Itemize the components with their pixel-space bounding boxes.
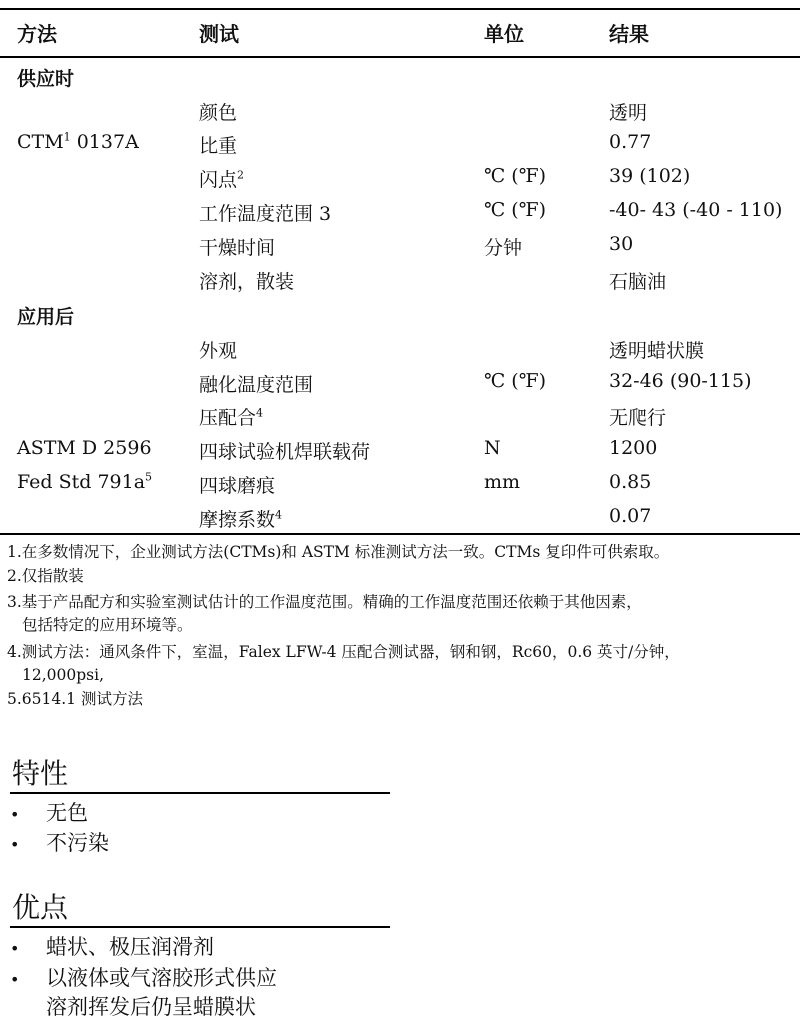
cell-method-text: ASTM D 2596 <box>17 437 152 459</box>
cell-test <box>199 131 237 158</box>
advantages-item <box>10 962 277 992</box>
cell-test-superscript: 4 <box>256 406 264 420</box>
cell-result <box>609 131 651 153</box>
cell-result-text: -40- 43 (-40 - 110) <box>609 199 783 221</box>
header-unit: 单位 <box>484 22 524 46</box>
cell-result-text: 30 <box>609 233 634 255</box>
bullet-icon: • <box>10 939 20 958</box>
cell-result-text: 0.07 <box>609 505 652 527</box>
cell-test <box>199 505 282 532</box>
cell-unit <box>484 233 522 260</box>
cell-result-text: 32-46 (90-115) <box>609 370 752 392</box>
cell-test <box>199 471 275 498</box>
cell-result <box>609 165 690 187</box>
cell-test <box>199 199 331 226</box>
properties-rule <box>10 792 390 794</box>
cell-result-text: 石脑油 <box>609 271 667 293</box>
cell-result-text: 39 (102) <box>609 165 691 187</box>
properties-item-label: 不污染 <box>46 831 109 855</box>
header-result: 结果 <box>609 22 649 46</box>
cell-result-text: 0.85 <box>609 471 652 493</box>
cell-result <box>609 403 666 430</box>
table-header-rule <box>0 56 800 58</box>
cell-test-text: 比重 <box>199 135 238 157</box>
cell-result <box>609 336 704 363</box>
cell-result <box>609 98 647 125</box>
cell-method-text: CTM <box>17 131 64 153</box>
cell-unit <box>484 370 546 392</box>
cell-result-text: 透明蜡状膜 <box>609 340 705 362</box>
footnote-1: 1.在多数情况下，企业测试方法(CTMs)和 ASTM 标准测试方法一致。CTMs 复印件可供索取。 <box>7 543 670 561</box>
advantages-item-label: 蜡状、极压润滑剂 <box>46 935 214 959</box>
cell-test-text: 溶剂，散装 <box>199 271 295 293</box>
cell-unit-text: ℃ (℉) <box>484 199 547 221</box>
cell-test-text: 四球磨痕 <box>199 475 276 497</box>
cell-test <box>199 98 237 125</box>
cell-test-text: 闪点 <box>199 169 238 191</box>
cell-method-text: Fed Std 791a <box>17 471 146 493</box>
bullet-icon: • <box>10 835 20 854</box>
cell-result <box>609 370 752 392</box>
advantages-item-continuation: 溶剂挥发后仍呈蜡膜状 <box>46 995 256 1019</box>
cell-result-text: 1200 <box>609 437 658 459</box>
table-bottom-rule <box>0 533 800 535</box>
advantages-rule <box>10 926 390 928</box>
cell-method-superscript: 5 <box>145 470 153 484</box>
cell-unit <box>484 199 546 221</box>
cell-unit-text: mm <box>484 471 521 493</box>
cell-test-text: 摩擦系数 <box>199 509 276 531</box>
cell-result <box>609 505 651 527</box>
cell-test-superscript: 2 <box>237 168 245 182</box>
footnote-5: 5.6514.1 测试方法 <box>7 690 143 708</box>
cell-unit <box>484 471 520 493</box>
footnote-3-cont: 包括特定的应用环境等。 <box>22 616 193 634</box>
cell-result <box>609 471 651 493</box>
cell-result-text: 0.77 <box>609 131 652 153</box>
cell-result <box>609 199 782 221</box>
cell-unit-text: ℃ (℉) <box>484 370 547 392</box>
cell-test-text: 外观 <box>199 340 238 362</box>
cell-test <box>199 267 294 294</box>
advantages-item <box>10 931 214 961</box>
cell-test-superscript: 4 <box>275 508 283 522</box>
properties-item <box>10 827 109 857</box>
footnote-2: 2.仅指散装 <box>7 567 84 585</box>
cell-unit-text: ℃ (℉) <box>484 165 547 187</box>
cell-unit <box>484 437 501 459</box>
cell-method-suffix: 0137A <box>70 131 139 153</box>
cell-test <box>199 233 275 260</box>
cell-result-text: 无爬行 <box>609 407 667 429</box>
cell-unit-text: 分钟 <box>484 237 523 259</box>
header-method: 方法 <box>17 22 57 46</box>
table-top-rule <box>0 8 800 10</box>
header-test: 测试 <box>199 22 239 46</box>
cell-method-superscript: 1 <box>63 130 71 144</box>
footnote-4-cont: 12,000psi, <box>22 666 104 684</box>
cell-result <box>609 267 666 294</box>
advantages-item-label: 以液体或气溶胶形式供应 <box>46 966 277 990</box>
cell-test-text: 干燥时间 <box>199 237 276 259</box>
cell-test <box>199 370 313 397</box>
cell-test <box>199 403 263 430</box>
properties-item <box>10 797 88 827</box>
footnote-4: 4.测试方法：通风条件下，室温，Falex LFW-4 压配合测试器，钢和钢，Rc60，0.6 英寸/分钟， <box>7 643 680 661</box>
cell-test-text: 压配合 <box>199 407 257 429</box>
cell-result <box>609 233 633 255</box>
cell-unit <box>484 165 546 187</box>
properties-item-label: 无色 <box>46 801 88 825</box>
cell-test-text: 四球试验机焊联载荷 <box>199 441 371 463</box>
cell-result-text: 透明 <box>609 102 648 124</box>
cell-method <box>17 471 152 493</box>
cell-test-text: 颜色 <box>199 102 238 124</box>
properties-heading: 特性 <box>12 757 69 790</box>
section-title-applied: 应用后 <box>17 306 75 328</box>
advantages-heading: 优点 <box>12 891 69 924</box>
bullet-icon: • <box>10 805 20 824</box>
cell-method <box>17 131 139 153</box>
cell-test <box>199 165 244 192</box>
section-title-supplied: 供应时 <box>17 68 75 90</box>
cell-test <box>199 437 370 464</box>
cell-method <box>17 437 152 459</box>
cell-test-text: 融化温度范围 <box>199 374 314 396</box>
cell-test-text: 工作温度范围 3 <box>199 203 332 225</box>
footnote-3: 3.基于产品配方和实验室测试估计的工作温度范围。精确的工作温度范围还依赖于其他因素， <box>7 593 642 611</box>
cell-result <box>609 437 657 459</box>
cell-test <box>199 336 237 363</box>
cell-unit-text: N <box>484 437 501 459</box>
bullet-icon: • <box>10 970 20 989</box>
